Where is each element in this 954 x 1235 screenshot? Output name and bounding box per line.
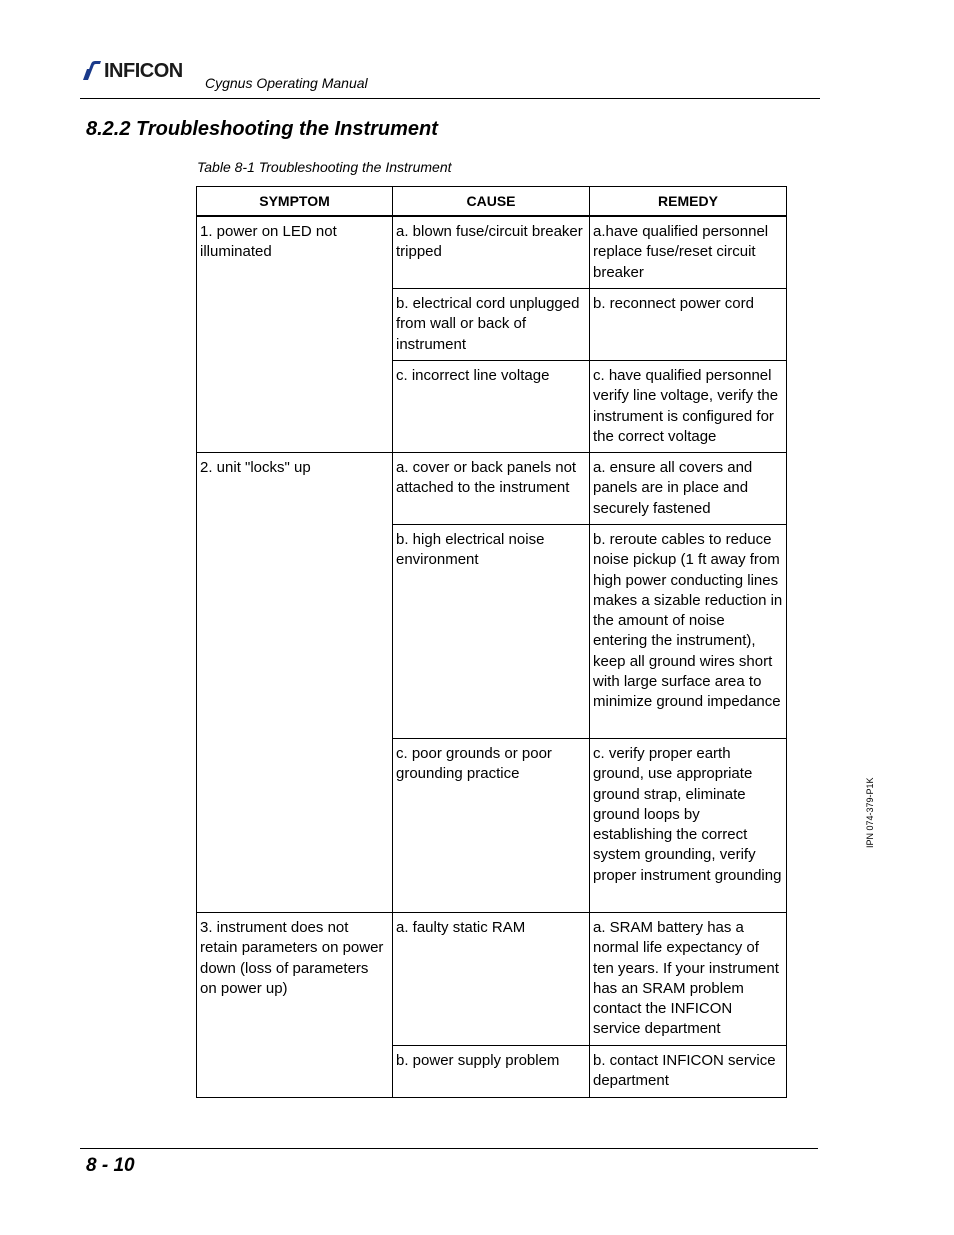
column-header-cause: CAUSE <box>393 187 590 217</box>
symptom-cell: 3. instrument does not retain parameters on power down (loss of parameters on power up) <box>197 913 393 1098</box>
remedy-cell: b. contact INFICON service department <box>590 1046 787 1098</box>
logo-wordmark: INFICON <box>104 60 183 82</box>
page-number: 8 - 10 <box>86 1155 135 1176</box>
footer-divider <box>80 1148 818 1149</box>
cause-cell: a. faulty static RAM <box>393 913 590 1046</box>
column-header-remedy: REMEDY <box>590 187 787 217</box>
remedy-cell: b. reroute cables to reduce noise pickup (1 ft away from high power conducting lines makes a sizable reduction in the amount of noise entering the instrument), keep all ground wires short with large surface area to minimize ground impedance <box>590 525 787 739</box>
troubleshooting-table <box>196 186 787 1098</box>
remedy-cell: c. have qualified personnel verify line voltage, verify the instrument is configured for the correct voltage <box>590 361 787 453</box>
remedy-cell: a. ensure all covers and panels are in place and securely fastened <box>590 453 787 525</box>
table-row <box>197 913 787 1046</box>
table-row <box>197 216 787 289</box>
remedy-cell: a. SRAM battery has a normal life expectancy of ten years. If your instrument has an SRAM problem contact the INFICON service department <box>590 913 787 1046</box>
cause-cell: c. incorrect line voltage <box>393 361 590 453</box>
table-header-row <box>197 187 787 217</box>
cause-cell: b. high electrical noise environment <box>393 525 590 739</box>
inficon-logo <box>82 60 183 82</box>
manual-title: Cygnus Operating Manual <box>205 75 368 91</box>
remedy-cell: a.have qualified personnel replace fuse/reset circuit breaker <box>590 216 787 289</box>
remedy-cell: c. verify proper earth ground, use appropriate ground strap, eliminate ground loops by establishing the correct system grounding, verify proper instrument grounding <box>590 739 787 913</box>
table-caption: Table 8-1 Troubleshooting the Instrument <box>197 159 452 175</box>
cause-cell: b. power supply problem <box>393 1046 590 1098</box>
table-row <box>197 453 787 525</box>
cause-cell: b. electrical cord unplugged from wall or back of instrument <box>393 289 590 361</box>
header-divider <box>80 98 820 99</box>
symptom-cell: 1. power on LED not illuminated <box>197 216 393 453</box>
cause-cell: a. cover or back panels not attached to the instrument <box>393 453 590 525</box>
section-heading: 8.2.2 Troubleshooting the Instrument <box>86 118 438 140</box>
ipn-side-label: IPN 074-379-P1K <box>865 777 875 848</box>
column-header-symptom: SYMPTOM <box>197 187 393 217</box>
cause-cell: a. blown fuse/circuit breaker tripped <box>393 216 590 289</box>
symptom-cell: 2. unit "locks" up <box>197 453 393 913</box>
cause-cell: c. poor grounds or poor grounding practice <box>393 739 590 913</box>
inficon-logo-icon <box>82 60 102 82</box>
remedy-cell: b. reconnect power cord <box>590 289 787 361</box>
